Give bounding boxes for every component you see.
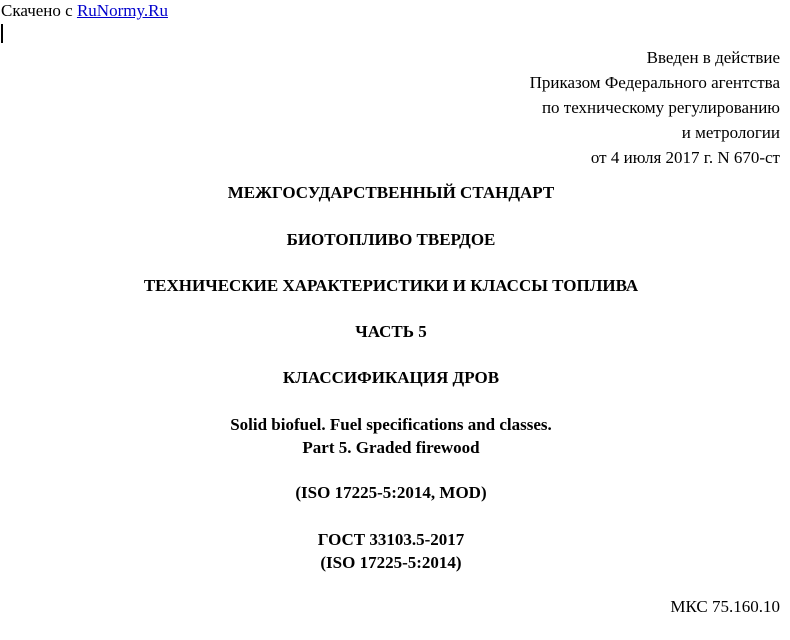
enactment-line: от 4 июля 2017 г. N 670-ст xyxy=(590,148,780,167)
standard-designation xyxy=(0,528,782,574)
part-title: КЛАССИФИКАЦИЯ ДРОВ xyxy=(282,368,500,387)
enactment-line: Введен в действие xyxy=(646,48,780,67)
standard-type-heading: МЕЖГОСУДАРСТВЕННЫЙ СТАНДАРТ xyxy=(227,183,555,202)
enactment-line: и метрологии xyxy=(681,123,780,142)
source-line xyxy=(1,1,168,21)
english-title-line: Part 5. Graded firewood xyxy=(302,438,480,457)
document-subtitle: ТЕХНИЧЕСКИЕ ХАРАКТЕРИСТИКИ И КЛАССЫ ТОПЛИВА xyxy=(143,276,639,295)
mks-code: МКС 75.160.10 xyxy=(670,597,780,616)
english-title xyxy=(0,413,782,459)
iso-number: (ISO 17225-5:2014) xyxy=(320,553,462,572)
source-prefix: Скачено с xyxy=(1,1,77,20)
iso-reference: (ISO 17225-5:2014, MOD) xyxy=(295,483,487,502)
enactment-line: по техническому регулированию xyxy=(541,98,780,117)
enactment-block xyxy=(530,45,780,170)
source-link[interactable]: RuNormy.Ru xyxy=(76,1,168,20)
part-number: ЧАСТЬ 5 xyxy=(355,322,427,341)
text-cursor xyxy=(1,24,3,43)
gost-number: ГОСТ 33103.5-2017 xyxy=(317,530,465,549)
document-title: БИОТОПЛИВО ТВЕРДОЕ xyxy=(286,230,496,249)
english-title-line: Solid biofuel. Fuel specifications and classes. xyxy=(230,415,552,434)
enactment-line: Приказом Федерального агентства xyxy=(529,73,780,92)
